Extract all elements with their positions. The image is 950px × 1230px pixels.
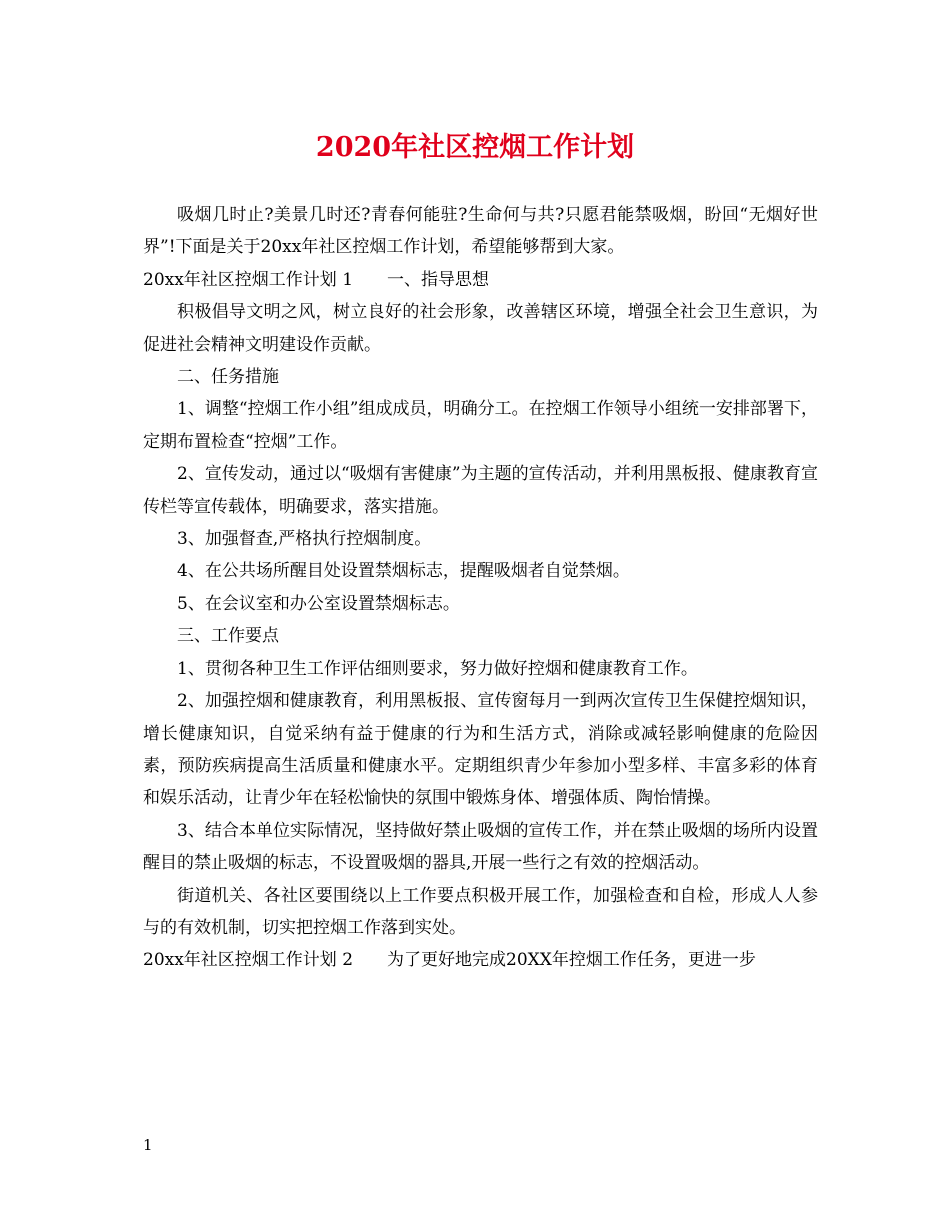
key-point-3: 3、结合本单位实际情况，坚持做好禁止吸烟的宣传工作，并在禁止吸烟的场所内设置醒目的禁止吸烟的标志，不设置吸烟的器具,开展一些行之有效的控烟活动。 [143, 820, 818, 874]
task-item-1: 1、调整“控烟工作小组”组成成员，明确分工。在控烟工作领导小组统一安排部署下，定期布置检查“控烟”工作。 [143, 399, 818, 452]
task-item-5: 5、在会议室和办公室设置禁烟标志。 [177, 593, 460, 614]
task-item-3: 3、加强督查,严格执行控烟制度。 [177, 529, 432, 550]
key-point-1: 1、贯彻各种卫生工作评估细则要求，努力做好控烟和健康教育工作。 [177, 658, 698, 679]
document-title: 2020年社区控烟工作计划 [315, 132, 635, 163]
paragraph-intro: 吸烟几时止?美景几时还?青春何能驻?生命何与共?只愿君能禁吸烟，盼回“无烟好世界”!下面是关于20xx年社区控烟工作计划，希望能够帮到大家。 [143, 205, 818, 258]
page-number: 1 [143, 1136, 153, 1154]
section-heading-tasks: 二、任务措施 [177, 367, 279, 388]
key-point-2: 2、加强控烟和健康教育，利用黑板报、宣传窗每月一到两次宣传卫生保健控烟知识，增长健康知识，自觉采纳有益于健康的行为和生活方式，消除或减轻影响健康的危险因素，预防疾病提高生活质量和健康水平。定期组织青少年参加小型多样、丰富多彩的体育和娱乐活动，让青少年在轻松愉快的氛围中锻炼身体、增强体质、陶怡情操。 [143, 691, 818, 809]
plan-1-heading: 20xx年社区控烟工作计划 1 一、指导思想 [143, 269, 490, 290]
document-body [143, 199, 818, 977]
task-item-4: 4、在公共场所醒目处设置禁烟标志，提醒吸烟者自觉禁烟。 [177, 561, 630, 582]
task-item-2: 2、宣传发动，通过以“吸烟有害健康”为主题的宣传活动，并利用黑板报、健康教育宣传栏等宣传载体，明确要求，落实措施。 [143, 464, 818, 517]
section-heading-key-points: 三、工作要点 [177, 626, 279, 647]
paragraph-summary: 街道机关、各社区要围绕以上工作要点积极开展工作，加强检查和自检，形成人人参与的有效机制，切实把控烟工作落到实处。 [143, 885, 818, 938]
plan-2-heading: 20xx年社区控烟工作计划 2 为了更好地完成20XX年控烟工作任务，更进一步 [143, 950, 756, 971]
paragraph-guiding-idea: 积极倡导文明之风，树立良好的社会形象，改善辖区环境，增强全社会卫生意识，为促进社会精神文明建设作贡献。 [143, 302, 818, 355]
